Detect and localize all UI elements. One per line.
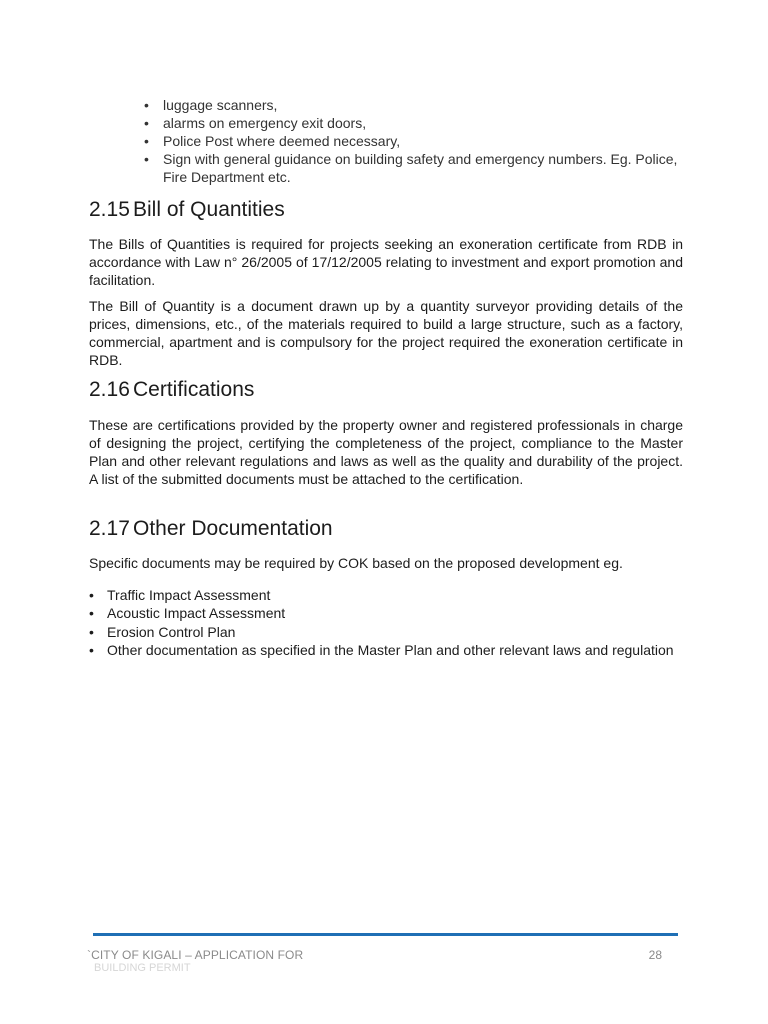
section-title: Bill of Quantities [133, 198, 285, 221]
list-item: • Other documentation as specified in the Master Plan and other relevant laws and regulation [89, 641, 729, 659]
list-item: • alarms on emergency exit doors, [144, 114, 704, 132]
section-number: 2.16 [89, 378, 130, 401]
section-heading-certifications [89, 377, 254, 403]
section-heading-other-documentation [89, 516, 333, 542]
paragraph: The Bill of Quantity is a document drawn up by a quantity surveyor providing details of the prices, dimensions, etc., of the materials required to build a large structure, such as a factory, commercial, apartment and is compulsory for the project required the exoneration certificate in RDB. [89, 298, 683, 368]
section-title: Certifications [133, 378, 255, 401]
list-item: • Police Post where deemed necessary, [144, 132, 704, 150]
list-item: • Traffic Impact Assessment [89, 586, 729, 604]
list-item: • Acoustic Impact Assessment [89, 604, 729, 622]
list-item: • Sign with general guidance on building safety and emergency numbers. Eg. Police, Fire Department etc. [144, 150, 704, 186]
paragraph: The Bills of Quantities is required for projects seeking an exoneration certificate from RDB in accordance with Law n° 26/2005 of 17/12/2005 relating to investment and export promotion and facilitation. [89, 236, 683, 288]
section-title: Other Documentation [133, 517, 333, 540]
section-number: 2.15 [89, 198, 130, 221]
footer-divider [93, 933, 678, 936]
footer-subtitle-clipped: BUILDING PERMIT [94, 962, 191, 974]
list-item: • Erosion Control Plan [89, 623, 729, 641]
section-heading-bill-of-quantities [89, 197, 285, 223]
footer-title: `CITY OF KIGALI – APPLICATION FOR [87, 948, 304, 962]
section-number: 2.17 [89, 517, 130, 540]
paragraph: Specific documents may be required by COK based on the proposed development eg. [89, 555, 623, 571]
page-number: 28 [648, 948, 662, 962]
list-item: • luggage scanners, [144, 96, 704, 114]
required-documents-list [89, 586, 729, 659]
safety-measures-list [144, 96, 704, 186]
paragraph: These are certifications provided by the property owner and registered professionals in charge of designing the project, certifying the completeness of the project, compliance to the Master Plan and other relevant regulations and laws as well as the quality and durability of the project. A list of the submitted documents must be attached to the certification. [89, 417, 683, 487]
